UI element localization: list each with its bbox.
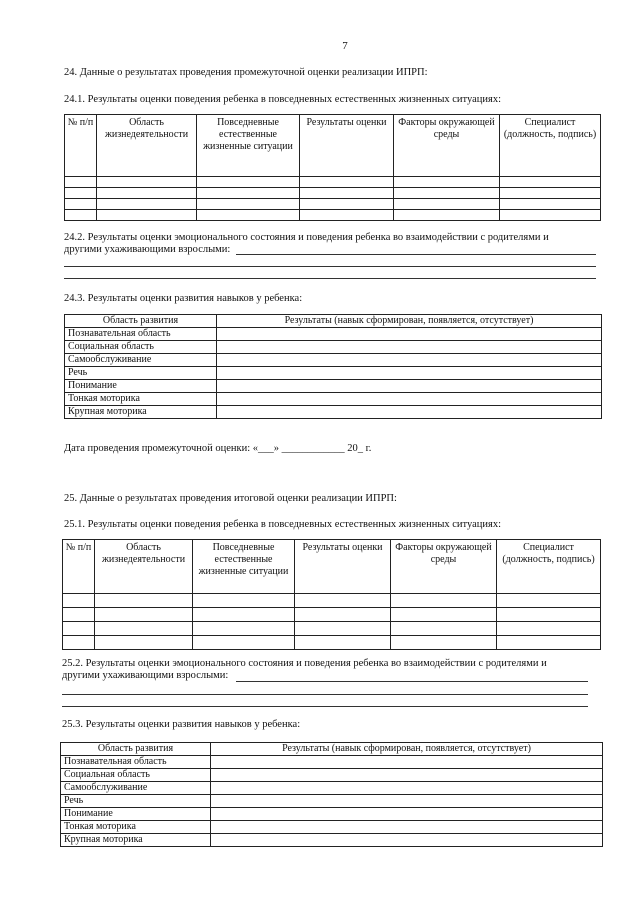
behavior-table-25: [62, 539, 601, 650]
answer-line[interactable]: [236, 254, 596, 255]
section-25-heading: 25. Данные о результатах проведения итоговой оценки реализации ИПРП:: [64, 493, 397, 504]
col-assessment-results: Результаты оценки: [300, 115, 394, 177]
answer-line[interactable]: [62, 694, 588, 695]
section-25-2-text: 25.2. Результаты оценки эмоционального состояния и поведения ребенка во взаимодействии с родителями и другими ухаживающими взрослыми:: [62, 658, 547, 681]
col-specialist: Специалист (должность, подпись): [500, 115, 601, 177]
table-row: [65, 199, 601, 210]
skills-table-24: [64, 314, 602, 419]
table-row: Социальная область: [65, 341, 602, 354]
answer-line[interactable]: [64, 278, 596, 279]
table-row: [63, 594, 601, 608]
interim-date-text: Дата проведения промежуточной оценки: «___» ____________ 20_ г.: [64, 443, 372, 454]
table-row: [63, 608, 601, 622]
col-assessment-results: Результаты оценки: [295, 540, 391, 594]
col-everyday-situations: Повседневные естественные жизненные ситуации: [197, 115, 300, 177]
table-row: Понимание: [65, 380, 602, 393]
col-life-area: Область жизнедеятельности: [97, 115, 197, 177]
table-row: Крупная моторика: [61, 834, 603, 847]
skills-table-25: [60, 742, 603, 847]
col-development-area: Область развития: [65, 315, 217, 328]
table-row: [65, 188, 601, 199]
col-number: № п/п: [65, 115, 97, 177]
section-25-1-title: 25.1. Результаты оценки поведения ребенка в повседневных естественных жизненных ситуациях:: [64, 519, 501, 530]
table-row: Крупная моторика: [65, 406, 602, 419]
table-row: Самообслуживание: [65, 354, 602, 367]
answer-line[interactable]: [236, 681, 588, 682]
table-row: [63, 622, 601, 636]
col-number: № п/п: [63, 540, 95, 594]
behavior-table-24: [64, 114, 601, 221]
col-development-area: Область развития: [61, 743, 211, 756]
table-row: [65, 177, 601, 188]
col-environmental-factors: Факторы окружающей среды: [391, 540, 497, 594]
col-specialist: Специалист (должность, подпись): [497, 540, 601, 594]
col-results: Результаты (навык сформирован, появляется, отсутствует): [211, 743, 603, 756]
table-row: Понимание: [61, 808, 603, 821]
table-row: Тонкая моторика: [65, 393, 602, 406]
col-results: Результаты (навык сформирован, появляется, отсутствует): [217, 315, 602, 328]
table-row: [65, 210, 601, 221]
answer-line[interactable]: [64, 266, 596, 267]
table-row: Социальная область: [61, 769, 603, 782]
table-row: Тонкая моторика: [61, 821, 603, 834]
col-everyday-situations: Повседневные естественные жизненные ситуации: [193, 540, 295, 594]
page-number: 7: [342, 40, 348, 52]
section-24-heading: 24. Данные о результатах проведения промежуточной оценки реализации ИПРП:: [64, 67, 428, 78]
answer-line[interactable]: [62, 706, 588, 707]
table-row: Речь: [61, 795, 603, 808]
col-environmental-factors: Факторы окружающей среды: [394, 115, 500, 177]
table-row: [63, 636, 601, 650]
section-24-3-title: 24.3. Результаты оценки развития навыков у ребенка:: [64, 293, 303, 304]
section-25-3-title: 25.3. Результаты оценки развития навыков у ребенка:: [62, 719, 301, 730]
col-life-area: Область жизнедеятельности: [95, 540, 193, 594]
section-24-1-title: 24.1. Результаты оценки поведения ребенка в повседневных естественных жизненных ситуациях:: [64, 94, 501, 105]
table-row: Самообслуживание: [61, 782, 603, 795]
table-row: Речь: [65, 367, 602, 380]
section-24-2-text: 24.2. Результаты оценки эмоционального состояния и поведения ребенка во взаимодействии с родителями и другими ухаживающими взрослыми:: [64, 232, 549, 255]
table-row: Познавательная область: [61, 756, 603, 769]
table-row: Познавательная область: [65, 328, 602, 341]
